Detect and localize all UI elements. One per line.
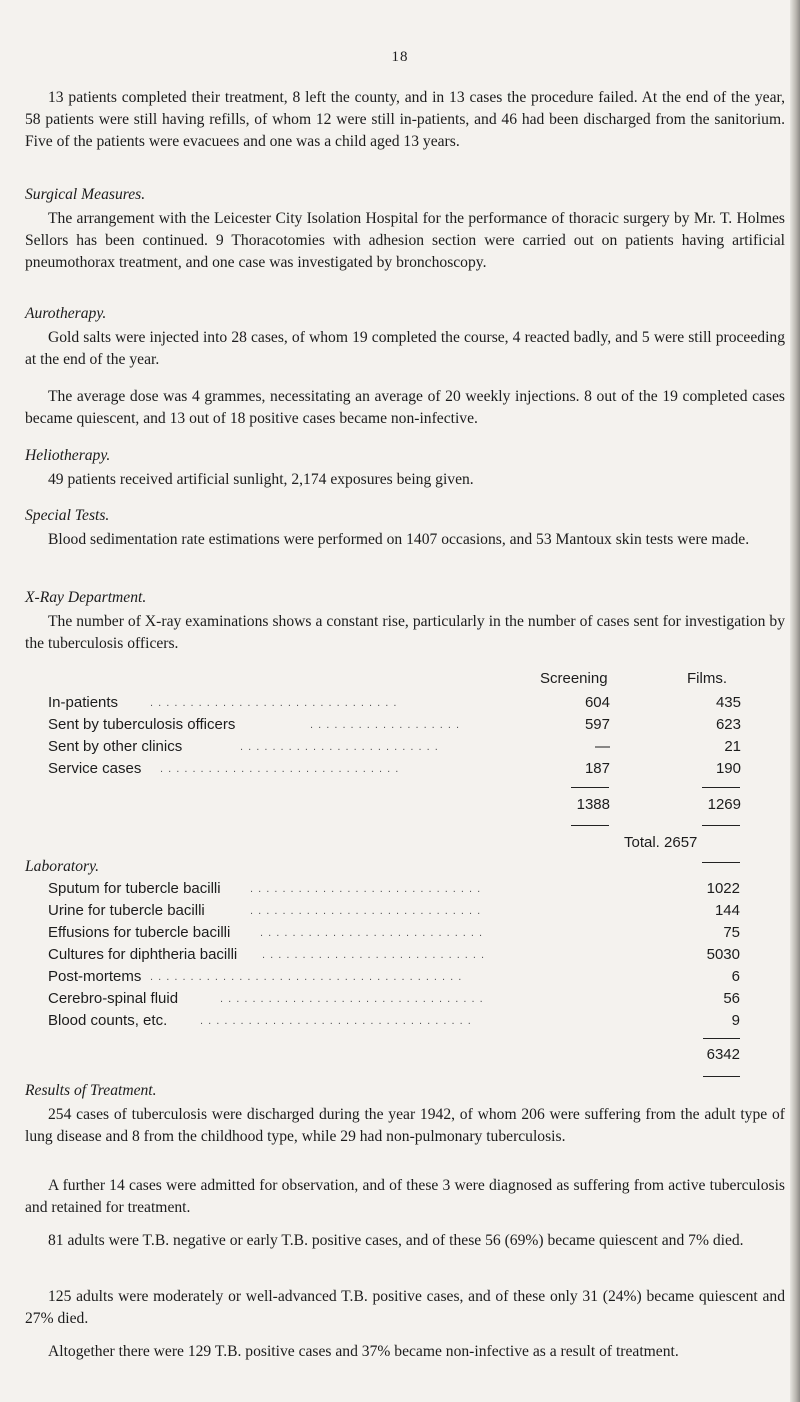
table-row bbox=[0, 944, 800, 966]
results-paragraph-2: A further 14 cases were admitted for observation, and of these 3 were diagnosed as suffering from active tuberculosis and retained for treatment. bbox=[25, 1177, 785, 1216]
lab-value: 5030 bbox=[706, 946, 740, 963]
aurotherapy-paragraph-1: Gold salts were injected into 28 cases, of whom 19 completed the course, 4 reacted badly, and 5 were still proceeding at the end of the year. bbox=[25, 329, 785, 368]
xray-films-value: 190 bbox=[715, 760, 741, 777]
xray-paragraph: The number of X-ray examinations shows a constant rise, particularly in the number of cases sent for investigation by the tuberculosis officers. bbox=[25, 613, 785, 652]
surgical-heading: Surgical Measures. bbox=[25, 186, 146, 203]
special-tests-paragraph: Blood sedimentation rate estimations were performed on 1407 occasions, and 53 Mantoux skin tests were made. bbox=[48, 531, 750, 548]
lab-value: 9 bbox=[731, 1012, 740, 1029]
lab-value: 75 bbox=[723, 924, 740, 941]
results-paragraph-4: 125 adults were moderately or well-advanced T.B. positive cases, and of these only 31 (24%) became quiescent and 27% died. bbox=[25, 1288, 785, 1327]
intro-paragraph: 13 patients completed their treatment, 8 left the county, and in 13 cases the procedure failed. At the end of the year, 58 patients were still having refills, of whom 12 were still in-patients, and 46 had been discharged from the sanitorium. Five of the patients were evacuees and one was a child aged 13 years. bbox=[25, 89, 785, 150]
leader-dots: . . . . . . . . . . . . . . . . . . . . . . . . . . . . bbox=[260, 927, 484, 939]
xray-row-label: In-patients bbox=[48, 694, 119, 711]
lab-row-label: Effusions for tubercle bacilli bbox=[48, 924, 231, 941]
total-rule-screening bbox=[571, 825, 609, 826]
table-row bbox=[0, 736, 800, 758]
leader-dots: . . . . . . . . . . . . . . . . . . . . . . . . . . . . . . . . . . . . . . . bbox=[150, 971, 463, 983]
page-number: 18 bbox=[391, 49, 409, 65]
xray-row-label: Sent by other clinics bbox=[48, 738, 183, 755]
lab-total-underline bbox=[703, 1076, 740, 1077]
lab-total-rule bbox=[703, 1038, 740, 1039]
results-paragraph-1: 254 cases of tuberculosis were discharged during the year 1942, of whom 206 were suffering from the adult type of lung disease and 8 from the childhood type, while 29 had non-pulmonary tuberculosis. bbox=[25, 1106, 785, 1145]
xray-films-value: 21 bbox=[724, 738, 741, 755]
leader-dots: . . . . . . . . . . . . . . . . . . . . . . . . . . . . . . bbox=[160, 763, 400, 775]
grand-total-rule bbox=[702, 862, 740, 863]
xray-screening-value: 187 bbox=[584, 760, 610, 777]
results-paragraph-5: Altogether there were 129 T.B. positive cases and 37% became non-infective as a result of treatment. bbox=[48, 1343, 679, 1360]
aurotherapy-heading: Aurotherapy. bbox=[25, 305, 107, 322]
xray-films-value: 435 bbox=[715, 694, 741, 711]
xray-col-films: Films. bbox=[687, 670, 727, 687]
lab-row-label: Cerebro-spinal fluid bbox=[48, 990, 179, 1007]
lab-row-label: Blood counts, etc. bbox=[48, 1012, 168, 1029]
table-row bbox=[0, 900, 800, 922]
xray-screening-value: 597 bbox=[584, 716, 610, 733]
leader-dots: . . . . . . . . . . . . . . . . . . . . . . . . . . . . . bbox=[250, 905, 482, 917]
table-row bbox=[0, 988, 800, 1010]
lab-row-label: Sputum for tubercle bacilli bbox=[48, 880, 221, 897]
subtotal-rule-screening bbox=[571, 787, 609, 788]
xray-total-films: 1269 bbox=[707, 796, 741, 813]
table-row bbox=[0, 1010, 800, 1032]
xray-row-label: Sent by tuberculosis officers bbox=[48, 716, 236, 733]
xray-total-screening: 1388 bbox=[576, 796, 610, 813]
lab-value: 56 bbox=[723, 990, 740, 1007]
heliotherapy-paragraph: 49 patients received artificial sunlight, 2,174 exposures being given. bbox=[48, 471, 474, 488]
xray-screening-value: 604 bbox=[584, 694, 610, 711]
leader-dots: . . . . . . . . . . . . . . . . . . . bbox=[310, 719, 461, 731]
leader-dots: . . . . . . . . . . . . . . . . . . . . . . . . . bbox=[240, 741, 439, 753]
subtotal-rule-films bbox=[702, 787, 740, 788]
lab-total: 6342 bbox=[706, 1046, 740, 1063]
table-row bbox=[0, 714, 800, 736]
table-row bbox=[0, 758, 800, 780]
results-paragraph-3: 81 adults were T.B. negative or early T.B. positive cases, and of these 56 (69%) became quiescent and 7% died. bbox=[48, 1232, 744, 1249]
table-row bbox=[0, 966, 800, 988]
results-heading: Results of Treatment. bbox=[25, 1082, 157, 1099]
leader-dots: . . . . . . . . . . . . . . . . . . . . . . . . . . . . . bbox=[250, 883, 482, 895]
total-rule-films bbox=[702, 825, 740, 826]
xray-heading: X-Ray Department. bbox=[25, 589, 147, 606]
lab-value: 6 bbox=[731, 968, 740, 985]
lab-row-label: Cultures for diphtheria bacilli bbox=[48, 946, 238, 963]
aurotherapy-paragraph-2: The average dose was 4 grammes, necessitating an average of 20 weekly injections. 8 out of the 19 completed cases became quiescent, and 13 out of 18 positive cases became non-infective. bbox=[25, 388, 785, 427]
xray-grand-total: Total. 2657 bbox=[624, 834, 698, 851]
laboratory-heading: Laboratory. bbox=[25, 858, 100, 875]
table-row bbox=[0, 692, 800, 714]
table-row bbox=[0, 922, 800, 944]
xray-films-value: 623 bbox=[715, 716, 741, 733]
leader-dots: . . . . . . . . . . . . . . . . . . . . . . . . . . . . . . . bbox=[150, 697, 398, 709]
table-row bbox=[0, 878, 800, 900]
surgical-paragraph: The arrangement with the Leicester City Isolation Hospital for the performance of thoracic surgery by Mr. T. Holmes Sellors has been continued. 9 Thoracotomies with adhesion section were carried out on patients having artificial pneumothorax treatment, and one case was investigated by bronchoscopy. bbox=[25, 210, 785, 271]
lab-row-label: Urine for tubercle bacilli bbox=[48, 902, 205, 919]
xray-row-label: Service cases bbox=[48, 760, 142, 777]
leader-dots: . . . . . . . . . . . . . . . . . . . . . . . . . . . . . . . . . . bbox=[200, 1015, 472, 1027]
leader-dots: . . . . . . . . . . . . . . . . . . . . . . . . . . . . bbox=[262, 949, 486, 961]
xray-screening-value: — bbox=[595, 738, 610, 755]
heliotherapy-heading: Heliotherapy. bbox=[25, 447, 111, 464]
leader-dots: . . . . . . . . . . . . . . . . . . . . . . . . . . . . . . . . . bbox=[220, 993, 484, 1005]
special-tests-heading: Special Tests. bbox=[25, 507, 110, 524]
xray-col-screening: Screening bbox=[540, 670, 608, 687]
lab-row-label: Post-mortems bbox=[48, 968, 142, 985]
lab-value: 144 bbox=[714, 902, 740, 919]
lab-value: 1022 bbox=[706, 880, 740, 897]
